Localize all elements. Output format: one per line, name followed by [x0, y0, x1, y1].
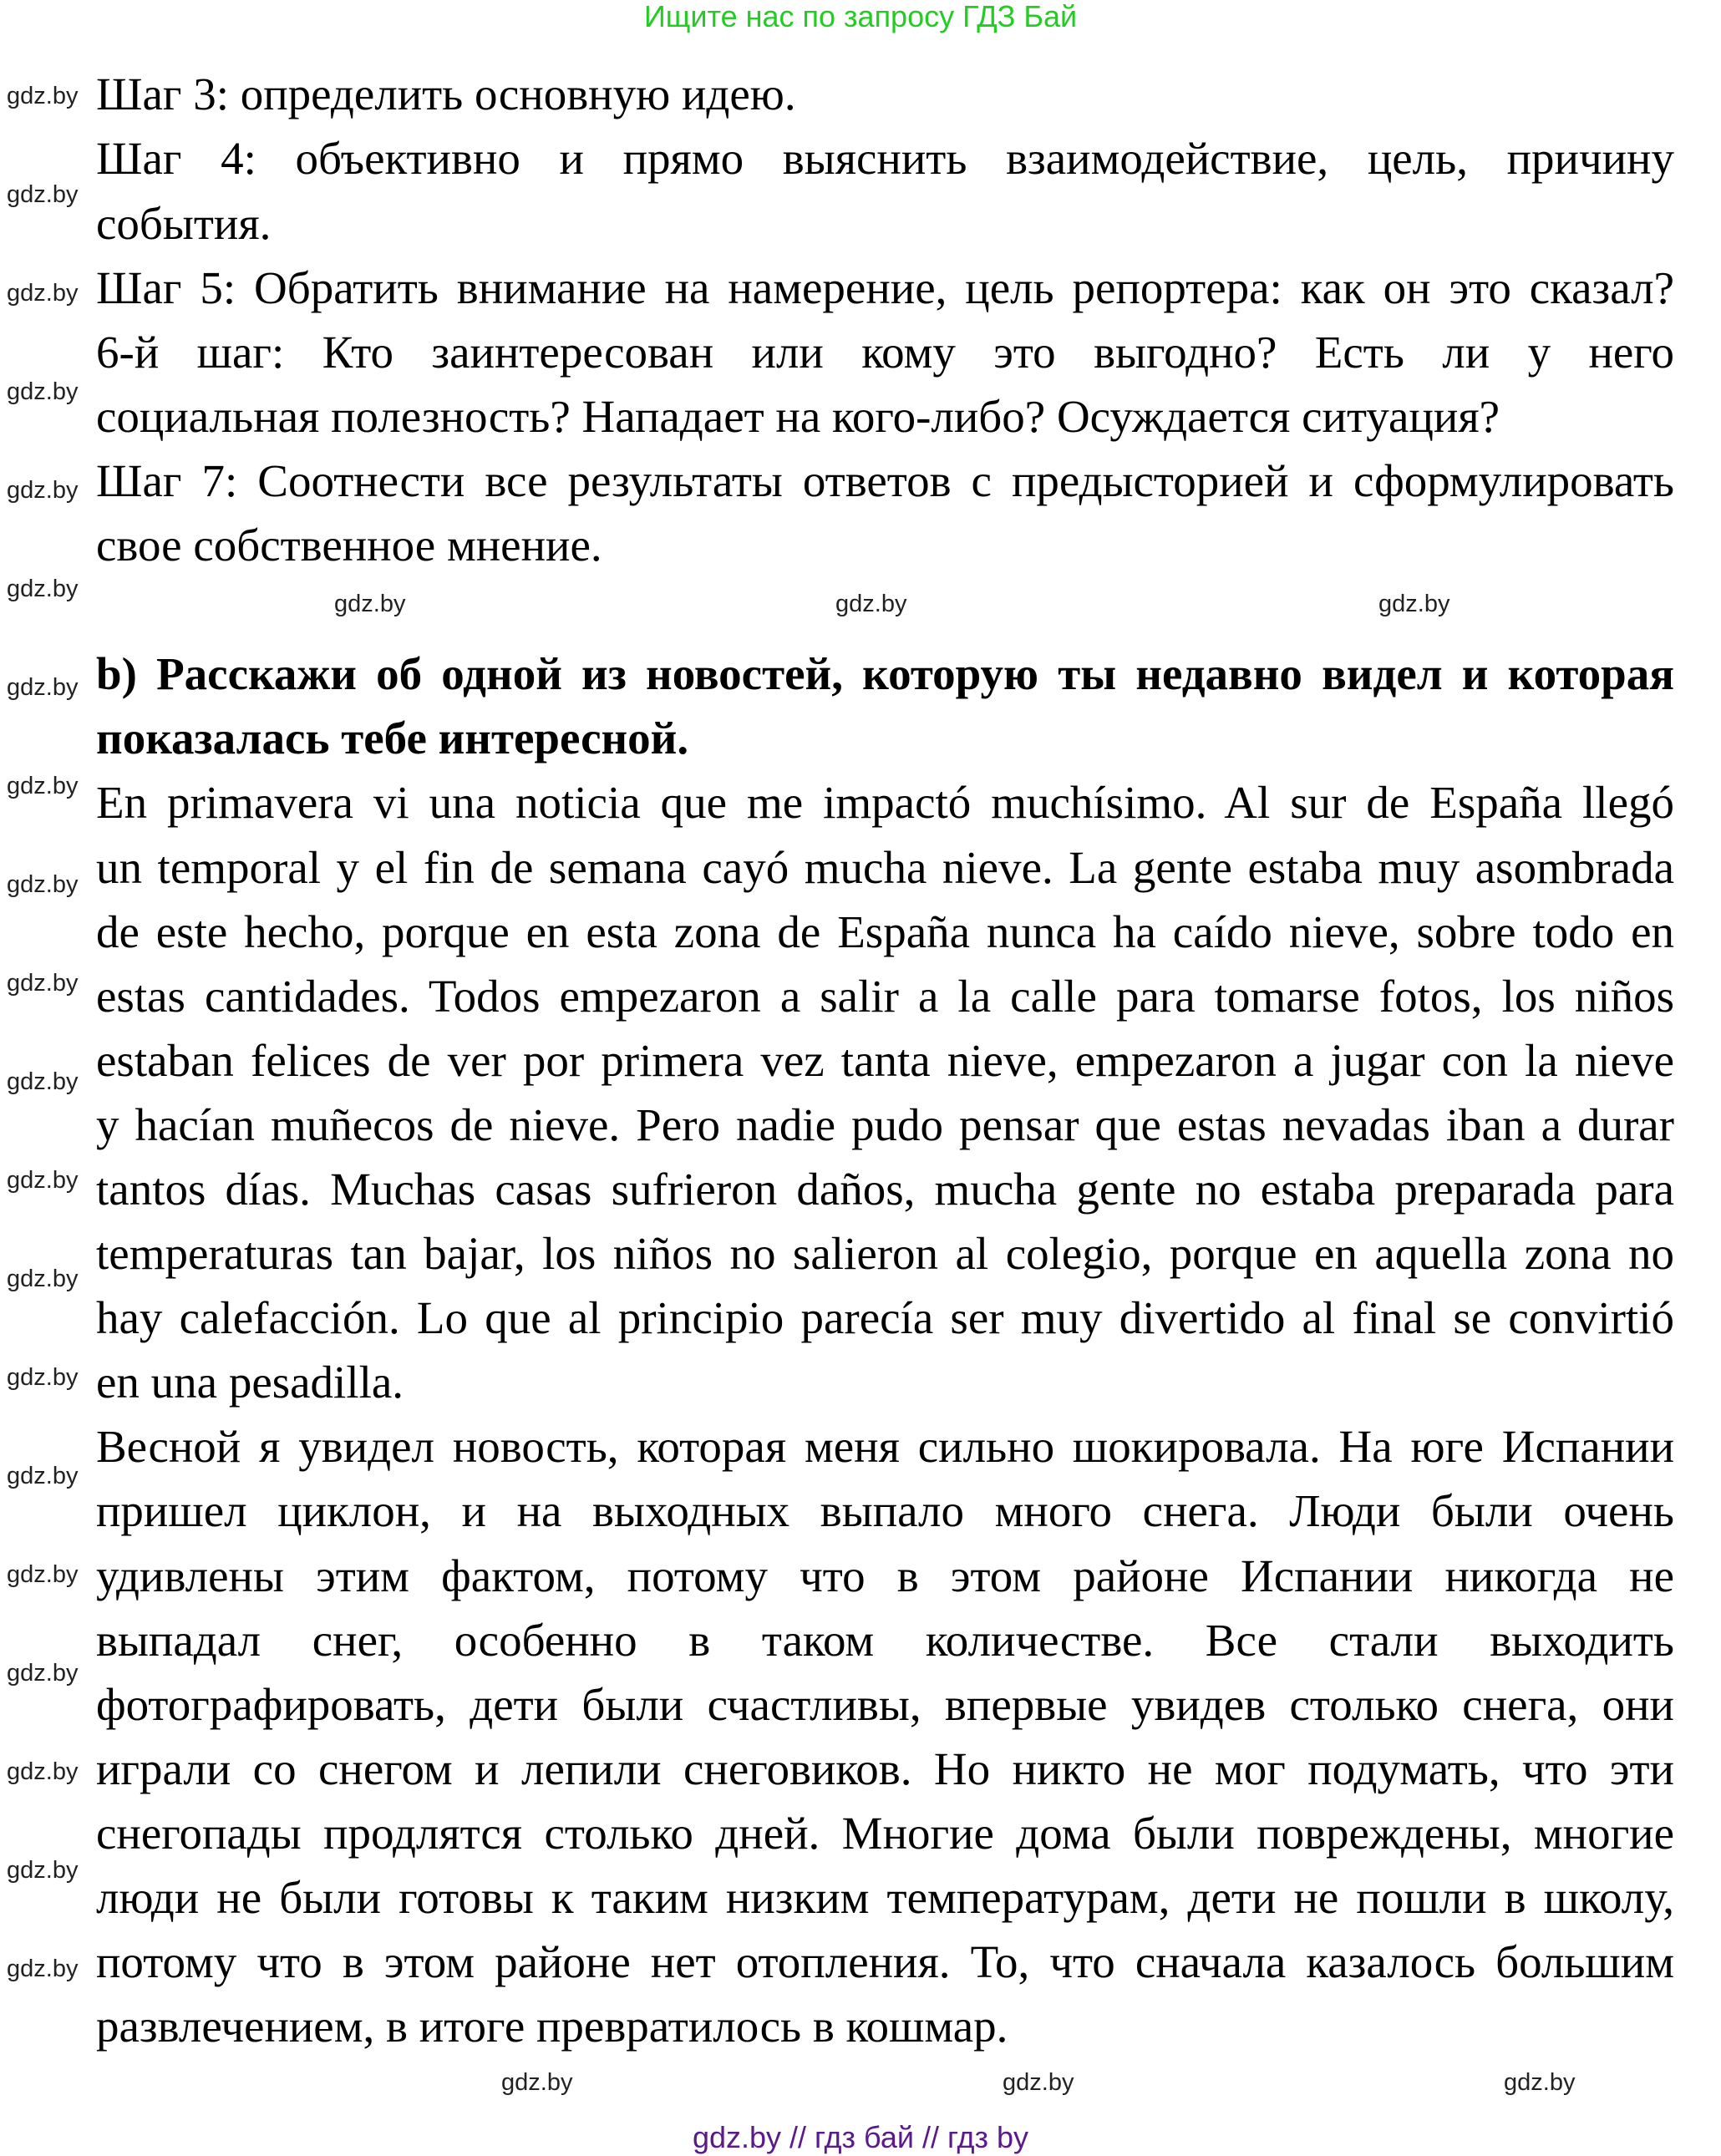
task-heading-line	[96, 702, 1674, 766]
line-text: потому что в этом районе нет отопления. То, что сначала казалось большим	[96, 1936, 1674, 1988]
watermark: gdz.by	[7, 1463, 79, 1489]
text-line	[96, 379, 1674, 444]
text-line	[96, 122, 1674, 186]
watermark: gdz.by	[7, 1167, 79, 1194]
watermark: gdz.by	[7, 674, 79, 701]
text-line	[96, 444, 1674, 509]
text-line	[96, 766, 1674, 830]
line-text: социальная полезность? Нападает на кого-либо? Осуждается ситуация?	[96, 390, 1500, 442]
search-banner[interactable]: Ищите нас по запросу ГДЗ Бай	[643, 0, 1078, 33]
text-line	[96, 1667, 1674, 1732]
watermark: gdz.by	[835, 591, 907, 617]
text-line	[96, 1925, 1674, 1990]
text-line	[96, 186, 1674, 251]
text-line	[96, 1539, 1674, 1603]
line-text: Весной я увидел новость, которая меня сильно шокировала. На юге Испании	[96, 1421, 1674, 1473]
watermark: gdz.by	[7, 1956, 79, 1982]
text-line	[96, 1990, 1674, 2054]
text-line	[96, 1153, 1674, 1217]
text-line	[96, 1088, 1674, 1153]
line-text: пришел циклон, и на выходных выпало много снега. Люди были очень	[96, 1485, 1674, 1537]
text-line	[96, 1410, 1674, 1474]
watermark: gdz.by	[7, 871, 79, 898]
line-text: удивлены этим фактом, потому что в этом районе Испании никогда не	[96, 1550, 1674, 1601]
line-text: estas cantidades. Todos empezaron a salir a la calle para tomarse fotos, los niños	[96, 970, 1674, 1022]
watermark: gdz.by	[7, 1660, 79, 1687]
line-text: Шаг 3: определить основную идею.	[96, 68, 796, 120]
line-text: Шаг 4: объективно и прямо выяснить взаимодействие, цель, причину	[96, 133, 1674, 185]
line-text: Шаг 7: Соотнести все результаты ответов с предысторией и сформулировать	[96, 454, 1674, 506]
line-text: развлечением, в итоге превратилось в кошмар.	[96, 2001, 1008, 2052]
line-text: выпадал снег, особенно в таком количестве. Все стали выходить	[96, 1614, 1674, 1666]
text-line	[96, 1346, 1674, 1410]
line-text: temperaturas tan bajar, los niños no salieron al colegio, porque en aquella zona no	[96, 1228, 1674, 1280]
line-text: события.	[96, 197, 272, 249]
watermark: gdz.by	[334, 591, 406, 617]
text-line	[96, 1281, 1674, 1346]
line-text: люди не были готовы к таким низким температурам, дети не пошли в школу,	[96, 1872, 1674, 1923]
watermark: gdz.by	[1378, 591, 1450, 617]
watermark: gdz.by	[7, 576, 79, 602]
line-text: tantos días. Muchas casas sufrieron daños, mucha gente no estaba preparada para	[96, 1163, 1674, 1215]
text-line	[96, 1861, 1674, 1925]
watermark: gdz.by	[7, 181, 79, 208]
text-line	[96, 251, 1674, 315]
task-heading-line	[96, 637, 1674, 702]
line-text: 6-й шаг: Кто заинтересован или кому это выгодно? Есть ли у него	[96, 326, 1674, 378]
watermark: gdz.by	[1504, 2069, 1576, 2096]
line-text: b) Расскажи об одной из новостей, которую ты недавно видел и которая	[96, 648, 1674, 700]
watermark: gdz.by	[7, 83, 79, 109]
text-line	[96, 58, 1674, 122]
watermark: gdz.by	[7, 477, 79, 504]
text-line	[96, 1023, 1674, 1088]
watermark: gdz.by	[7, 1364, 79, 1391]
line-text: свое собственное мнение.	[96, 520, 602, 571]
text-line	[96, 959, 1674, 1023]
text-line	[96, 1732, 1674, 1796]
footer-links[interactable]: gdz.by // гдз бай // гдз by	[692, 2120, 1029, 2154]
watermark: gdz.by	[7, 773, 79, 799]
watermark: gdz.by	[1003, 2069, 1074, 2096]
watermark: gdz.by	[7, 1561, 79, 1588]
document-body	[96, 58, 1674, 2054]
line-text: un temporal y el fin de semana cayó mucha nieve. La gente estaba muy asombrada	[96, 841, 1674, 893]
line-text: снегопады продлятся столько дней. Многие дома были повреждены, многие	[96, 1807, 1674, 1859]
text-line	[96, 1797, 1674, 1861]
line-text: показалась тебе интересной.	[96, 713, 689, 764]
watermark: gdz.by	[7, 1068, 79, 1095]
text-line	[96, 1217, 1674, 1281]
watermark: gdz.by	[7, 378, 79, 405]
line-text: hay calefacción. Lo que al principio parecía ser muy divertido al final se convirtió	[96, 1292, 1674, 1344]
text-line	[96, 830, 1674, 895]
text-line	[96, 509, 1674, 573]
line-text: estaban felices de ver por primera vez tanta nieve, empezaron a jugar con la nieve	[96, 1034, 1674, 1086]
line-text: фотографировать, дети были счастливы, впервые увидев столько снега, они	[96, 1678, 1674, 1730]
watermark: gdz.by	[7, 1857, 79, 1884]
text-line	[96, 1603, 1674, 1667]
watermark: gdz.by	[7, 1758, 79, 1785]
line-text: играли со снегом и лепили снеговиков. Но никто не мог подумать, что эти	[96, 1743, 1674, 1794]
line-text: y hacían muñecos de nieve. Pero nadie pudo pensar que estas nevadas iban a durar	[96, 1098, 1674, 1150]
watermark: gdz.by	[7, 970, 79, 997]
line-text: en una pesadilla.	[96, 1357, 404, 1408]
watermark: gdz.by	[501, 2069, 573, 2096]
line-text: Шаг 5: Обратить внимание на намерение, цель репортера: как он это сказал?	[96, 261, 1674, 313]
text-line	[96, 315, 1674, 379]
text-line	[96, 895, 1674, 959]
line-text: de este hecho, porque en esta zona de España nunca ha caído nieve, sobre todo en	[96, 906, 1674, 957]
text-line	[96, 1474, 1674, 1539]
watermark: gdz.by	[7, 280, 79, 307]
watermark: gdz.by	[7, 1266, 79, 1292]
line-text: En primavera vi una noticia que me impactó muchísimo. Al sur de España llegó	[96, 777, 1674, 829]
